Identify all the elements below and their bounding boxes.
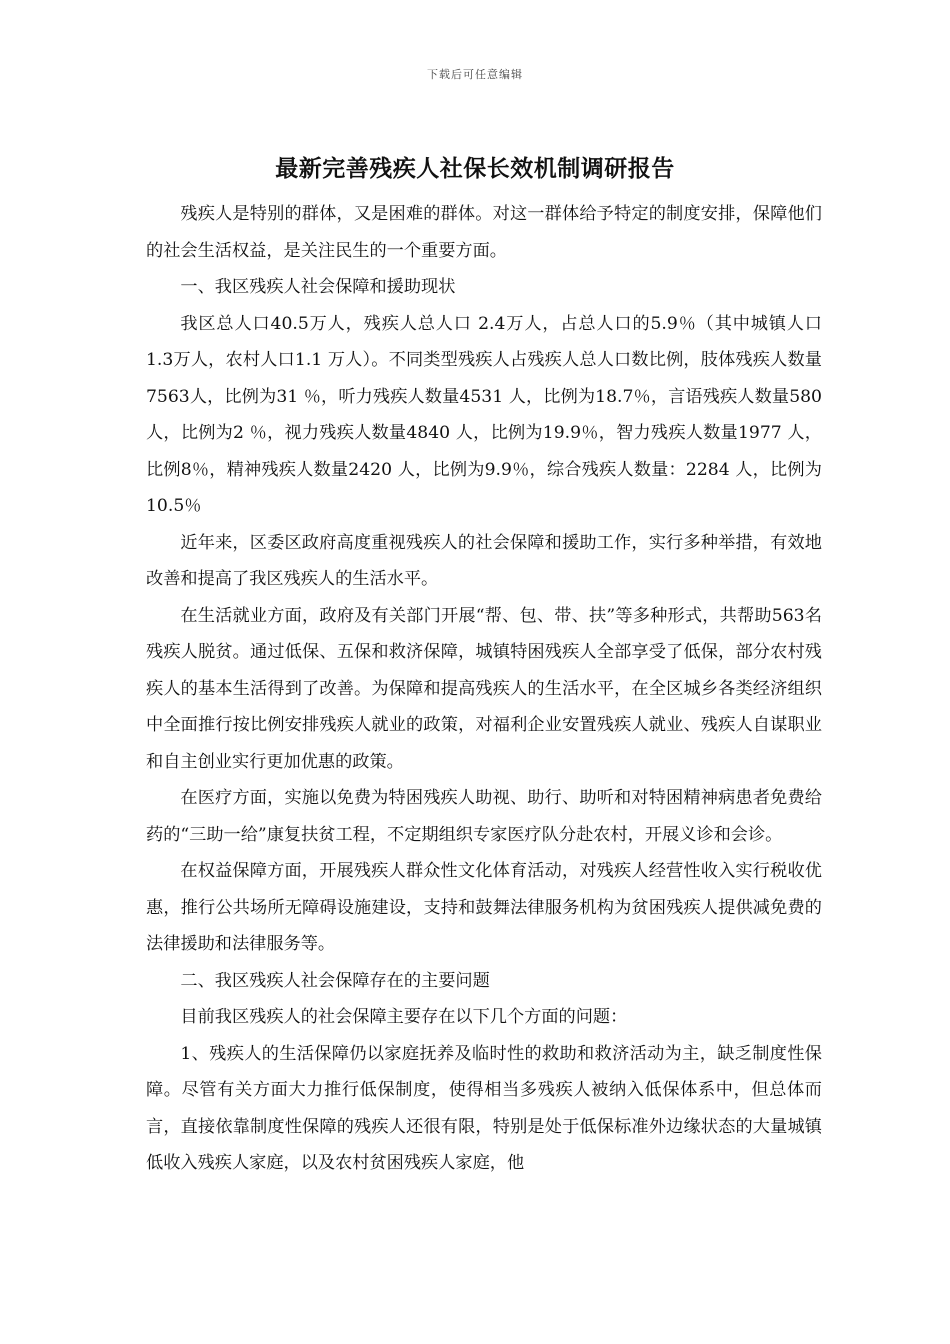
paragraph-problem-1: 1、残疾人的生活保障仍以家庭抚养及临时性的救助和救济活动为主，缺乏制度性保障。尽管有关方面大力推行低保制度，使得相当多残疾人被纳入低保体系中，但总体而言，直接依靠制度性保障的残疾人还很有限，特别是处于低保标准外边缘状态的大量城镇低收入残疾人家庭，以及农村贫困残疾人家庭，他: [146, 1043, 822, 1173]
paragraph-recent-years: 近年来，区委区政府高度重视残疾人的社会保障和援助工作，实行多种举措，有效地改善和提高了我区残疾人的生活水平。: [146, 532, 822, 589]
paragraph-employment: 在生活就业方面，政府及有关部门开展“帮、包、带、扶”等多种形式，共帮助563名残疾人脱贫。通过低保、五保和救济保障，城镇特困残疾人全部享受了低保，部分农村残疾人的基本生活得到了改善。为保障和提高残疾人的生活水平，在全区城乡各类经济组织中全面推行按比例安排残疾人就业的政策，对福利企业安置残疾人就业、残疾人自谋职业和自主创业实行更加优惠的政策。: [146, 605, 822, 772]
paragraph-medical: 在医疗方面，实施以免费为特困残疾人助视、助行、助听和对特困精神病患者免费给药的“三助一给”康复扶贫工程，不定期组织专家医疗队分赴农村，开展义诊和会诊。: [146, 788, 822, 845]
paragraph-statistics: 我区总人口40.5万人，残疾人总人口 2.4万人，占总人口的5.9％（其中城镇人口 1.3万人，农村人口1.1 万人）。不同类型残疾人占残疾人总人口数比例，肢体残疾人数量7563人，比例为31 ％，听力残疾人数量4531 人，比例为18.7％，言语残疾人数量580人，比例为2 ％，视力残疾人数量4840 人，比例为19.9％，智力残疾人数量1977 人，比例8％，精神残疾人数量2420 人，比例为9.9％，综合残疾人数量：2284 人，比例为10.5％: [146, 313, 822, 516]
paragraph-rights: 在权益保障方面，开展残疾人群众性文化体育活动，对残疾人经营性收入实行税收优惠，推行公共场所无障碍设施建设，支持和鼓舞法律服务机构为贫困残疾人提供减免费的法律援助和法律服务等。: [146, 861, 822, 954]
section-heading-1: 一、我区残疾人社会保障和援助现状: [180, 277, 456, 297]
paragraph-problems-intro: 目前我区残疾人的社会保障主要存在以下几个方面的问题：: [180, 1007, 628, 1027]
header-note: 下载后可任意编辑: [427, 68, 523, 81]
document-title: 最新完善残疾人社保长效机制调研报告: [275, 155, 675, 182]
document-body: [146, 196, 822, 1182]
paragraph-intro: 残疾人是特别的群体，又是困难的群体。对这一群体给予特定的制度安排，保障他们的社会生活权益，是关注民生的一个重要方面。: [146, 204, 822, 261]
section-heading-2: 二、我区残疾人社会保障存在的主要问题: [180, 970, 490, 991]
